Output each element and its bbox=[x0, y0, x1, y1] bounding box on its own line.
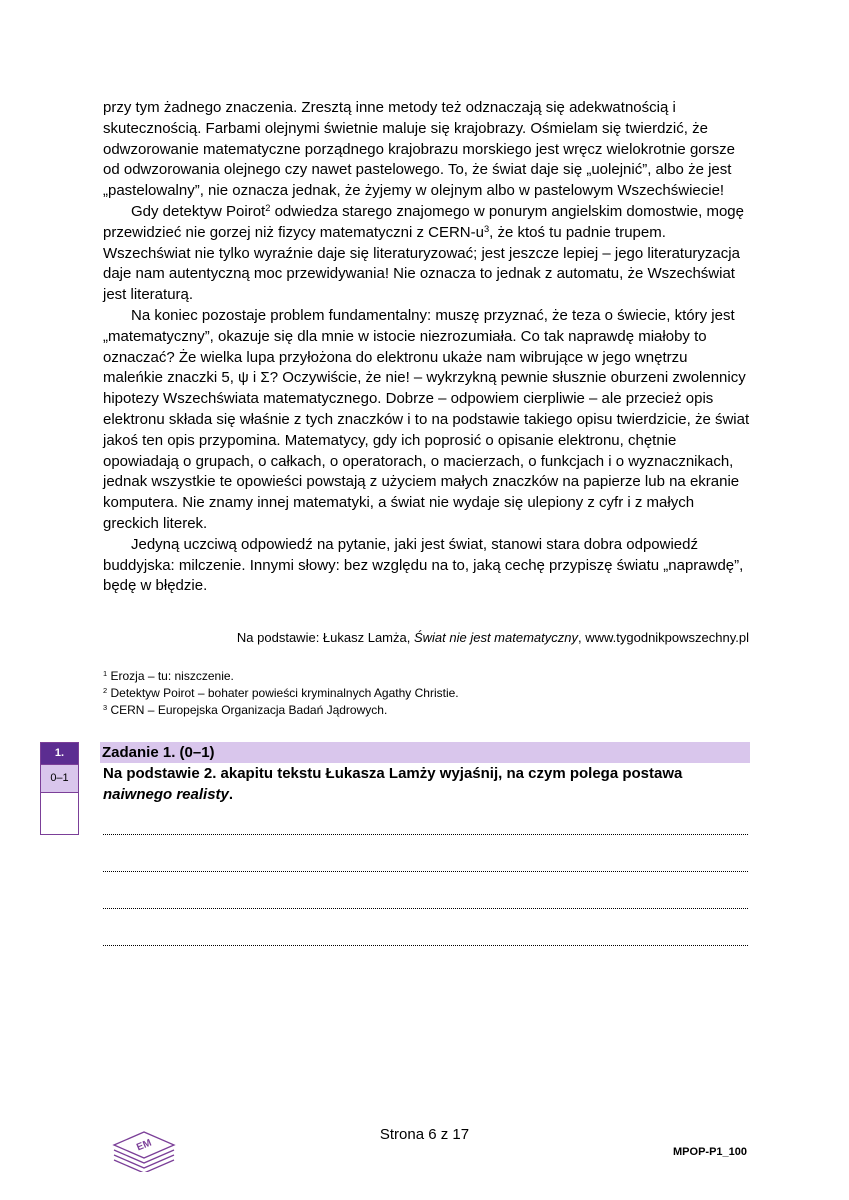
footnote-number: 3 bbox=[103, 702, 108, 712]
paragraph bbox=[103, 98, 751, 202]
page-number: Strona 6 z 17 bbox=[379, 1126, 470, 1143]
logo-text: EM bbox=[135, 1137, 154, 1154]
footnote-text: CERN – Europejska Organizacja Badań Jądrowych. bbox=[107, 703, 388, 717]
footnote-text: Erozja – tu: niszczenie. bbox=[107, 669, 234, 683]
text-run: Jedyną uczciwą odpowiedź na pytanie, jaki jest świat, stanowi stara dobra odpowiedź buddyjska: milczenie. Innymi słowy: bez względu na to, jaką cechę przypiszę światu „naprawdę”, będę w błędzie. bbox=[103, 535, 744, 595]
text-run: , że ktoś tu padnie trupem. Wszechświat nie tylko wyraźnie daje się literaturyzować; jest jeszcze lepiej – jego literaturyzacja daje nam autentyczną moc przewidywania! Nie oznacza to jednak z automatu, że Wszechświat jest literaturą. bbox=[103, 223, 740, 304]
footnotes bbox=[103, 668, 459, 719]
answer-line[interactable] bbox=[103, 863, 748, 872]
paragraph bbox=[103, 306, 751, 535]
footnote bbox=[103, 702, 459, 719]
answer-line[interactable] bbox=[103, 826, 748, 835]
task-question bbox=[103, 763, 748, 805]
text-run: przy tym żadnego znaczenia. Zresztą inne metody też odznaczają się adekwatnością i skutecznością. Farbami olejnymi świetnie maluje się krajobrazy. Ośmielam się twierdzić, że odwzorowanie matematyczne porządnego krajobrazu morskiego jest wręcz wielokrotnie gorsze od odwzorowania olejnego czy nawet pastelowego. To, że świat daje się „uolejnić”, albo że jest „pastelowalny”, nie oznacza jednak, że żyjemy w olejnym albo w pastelowym Wszechświecie! bbox=[103, 99, 735, 200]
footnote bbox=[103, 685, 459, 702]
footnote bbox=[103, 668, 459, 685]
task-question-italic: naiwnego realisty bbox=[103, 786, 229, 803]
source-title: Świat nie jest matematyczny bbox=[413, 630, 578, 645]
footnote-number: 1 bbox=[103, 668, 108, 678]
article-body bbox=[103, 98, 751, 597]
paragraph bbox=[103, 202, 751, 306]
task-question-text: Na podstawie 2. akapitu tekstu Łukasza Lamży wyjaśnij, na czym polega postawa bbox=[103, 765, 683, 782]
source-citation bbox=[237, 629, 749, 647]
score-box bbox=[40, 742, 79, 835]
task-question-end: . bbox=[228, 786, 234, 803]
footnote-text: Detektyw Poirot – bohater powieści kryminalnych Agathy Christie. bbox=[107, 686, 459, 700]
task-title: Zadanie 1. (0–1) bbox=[100, 742, 750, 763]
answer-area[interactable] bbox=[103, 826, 748, 974]
source-suffix: , www.tygodnikpowszechny.pl bbox=[577, 630, 749, 645]
answer-line[interactable] bbox=[103, 937, 748, 946]
cke-logo-icon bbox=[108, 1116, 180, 1172]
answer-line[interactable] bbox=[103, 900, 748, 909]
text-run: Gdy detektyw Poirot bbox=[131, 202, 266, 220]
exam-code: MPOP-P1_100 bbox=[673, 1146, 747, 1158]
footnote-ref: 3 bbox=[483, 223, 490, 234]
task-number: 1. bbox=[41, 743, 78, 764]
text-run: odwiedza starego znajomego w ponurym angielskim domostwie, mogę przewidzieć nie gorzej niż fizycy matematyczni z CERN-u bbox=[103, 202, 744, 241]
footnote-number: 2 bbox=[103, 685, 108, 695]
footnote-ref: 2 bbox=[265, 202, 271, 213]
text-run: Na koniec pozostaje problem fundamentalny: muszę przyznać, że teza o świecie, który jest „matematyczny”, okazuje się dla mnie w istocie niezrozumiała. Co tak naprawdę miałoby to oznaczać? Że wielka lupa przyłożona do elektronu ukaże nam wibrujące w jego wnętrzu maleńkie znaczki 5, ψ i Σ? Oczywiście, że nie! – wykrzykną pewnie słusznie oburzeni zwolennicy hipotezy Wszechświata matematycznego. Dobrze – odpowiem cierpliwie – ale przecież opis elektronu składa się właśnie z tych znaczków i to na podstawie takiego opisu twierdzicie, że świat jakoś ten opis przypomina. Matematycy, gdy ich poprosić o opisanie elektronu, chętnie opowiadają o grupach, o całkach, o operatorach, o macierzach, o funkcjach i o wyznacznikach, jednak wszystkie te opowieści powstają z użyciem małych znaczków na papierze lub na ekranie komputera. Nie znamy innej matematyki, a świat nie wydaje się ulepiony z cyfr i z małych greckich literek. bbox=[103, 306, 750, 532]
source-prefix: Na podstawie: Łukasz Lamża, bbox=[236, 630, 414, 645]
task-points: 0–1 bbox=[41, 764, 78, 793]
paragraph bbox=[103, 535, 751, 597]
